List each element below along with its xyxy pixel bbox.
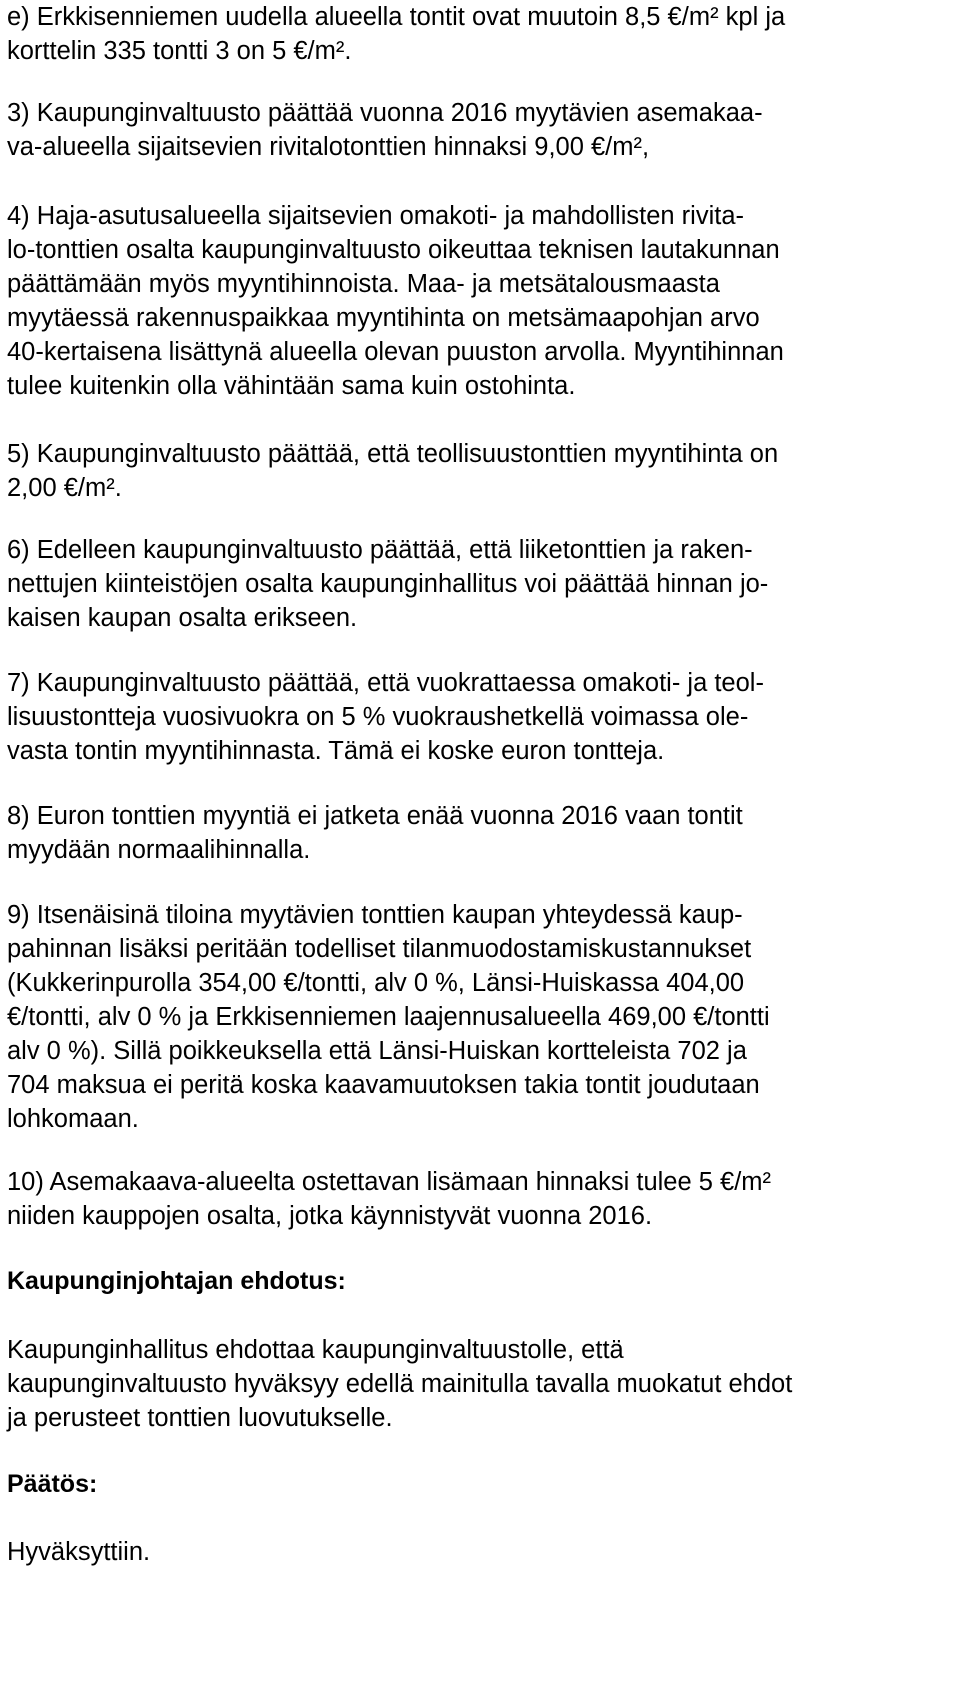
text-line: kaisen kaupan osalta erikseen. xyxy=(7,604,358,632)
paragraph-5 xyxy=(7,437,957,505)
text-line: Kaupunginhallitus ehdottaa kaupunginvaltuustolle, että xyxy=(7,1336,624,1364)
paragraph-8 xyxy=(7,799,957,867)
text-line: päättämään myös myyntihinnoista. Maa- ja metsätalousmaasta xyxy=(7,270,720,298)
text-line: kaupunginvaltuusto hyväksyy edellä mainitulla tavalla muokatut ehdot xyxy=(7,1370,793,1398)
text-line: 2,00 €/m². xyxy=(7,474,122,502)
decision-text xyxy=(7,1535,957,1569)
text-line: 7) Kaupunginvaltuusto päättää, että vuokrattaessa omakoti- ja teol- xyxy=(7,669,764,697)
paragraph-9 xyxy=(7,898,957,1136)
text-line: vasta tontin myyntihinnasta. Tämä ei koske euron tontteja. xyxy=(7,737,665,765)
paragraph-6 xyxy=(7,533,957,635)
paragraph-4 xyxy=(7,199,957,403)
text-line: Hyväksyttiin. xyxy=(7,1538,151,1566)
text-line: 704 maksua ei peritä koska kaavamuutoksen takia tontit joudutaan xyxy=(7,1071,760,1099)
decision-heading xyxy=(7,1467,957,1501)
paragraph-3 xyxy=(7,96,957,164)
text-line: (Kukkerinpurolla 354,00 €/tontti, alv 0 %, Länsi-Huiskassa 404,00 xyxy=(7,969,745,997)
paragraph-10 xyxy=(7,1165,957,1233)
text-line: lo-tonttien osalta kaupunginvaltuusto oikeuttaa teknisen lautakunnan xyxy=(7,236,780,264)
text-line: tulee kuitenkin olla vähintään sama kuin ostohinta. xyxy=(7,372,576,400)
text-line: €/tontti, alv 0 % ja Erkkisenniemen laajennusalueella 469,00 €/tontti xyxy=(7,1003,770,1031)
text-line: alv 0 %). Sillä poikkeuksella että Länsi-Huiskan kortteleista 702 ja xyxy=(7,1037,747,1065)
text-line: ja perusteet tonttien luovutukselle. xyxy=(7,1404,393,1432)
text-line: niiden kauppojen osalta, jotka käynnistyvät vuonna 2016. xyxy=(7,1202,653,1230)
proposal-heading xyxy=(7,1264,957,1298)
paragraph-7 xyxy=(7,666,957,768)
text-line: 40-kertaisena lisättynä alueella olevan puuston arvolla. Myyntihinnan xyxy=(7,338,784,366)
text-line: 9) Itsenäisinä tiloina myytävien tonttien kaupan yhteydessä kaup- xyxy=(7,901,743,929)
paragraph-e xyxy=(7,0,957,68)
text-line: 6) Edelleen kaupunginvaltuusto päättää, että liiketonttien ja raken- xyxy=(7,536,753,564)
text-line: myydään normaalihinnalla. xyxy=(7,836,311,864)
text-line: lohkomaan. xyxy=(7,1105,139,1133)
text-line: 3) Kaupunginvaltuusto päättää vuonna 2016 myytävien asemakaa- xyxy=(7,99,763,127)
text-line: korttelin 335 tontti 3 on 5 €/m². xyxy=(7,37,352,65)
section-heading: Päätös: xyxy=(7,1470,98,1498)
text-line: 4) Haja-asutusalueella sijaitsevien omakoti- ja mahdollisten rivita- xyxy=(7,202,744,230)
text-line: myytäessä rakennuspaikkaa myyntihinta on metsämaapohjan arvo xyxy=(7,304,760,332)
text-line: e) Erkkisenniemen uudella alueella tontit ovat muutoin 8,5 €/m² kpl ja xyxy=(7,3,786,31)
text-line: 5) Kaupunginvaltuusto päättää, että teollisuustonttien myyntihinta on xyxy=(7,440,779,468)
text-line: va-alueella sijaitsevien rivitalotonttien hinnaksi 9,00 €/m², xyxy=(7,133,650,161)
proposal-text xyxy=(7,1333,957,1435)
text-line: pahinnan lisäksi peritään todelliset tilanmuodostamiskustannukset xyxy=(7,935,752,963)
text-line: lisuustontteja vuosivuokra on 5 % vuokraushetkellä voimassa ole- xyxy=(7,703,749,731)
section-heading: Kaupunginjohtajan ehdotus: xyxy=(7,1267,346,1295)
text-line: 8) Euron tonttien myyntiä ei jatketa enää vuonna 2016 vaan tontit xyxy=(7,802,743,830)
text-line: 10) Asemakaava-alueelta ostettavan lisämaan hinnaksi tulee 5 €/m² xyxy=(7,1168,772,1196)
text-line: nettujen kiinteistöjen osalta kaupunginhallitus voi päättää hinnan jo- xyxy=(7,570,769,598)
